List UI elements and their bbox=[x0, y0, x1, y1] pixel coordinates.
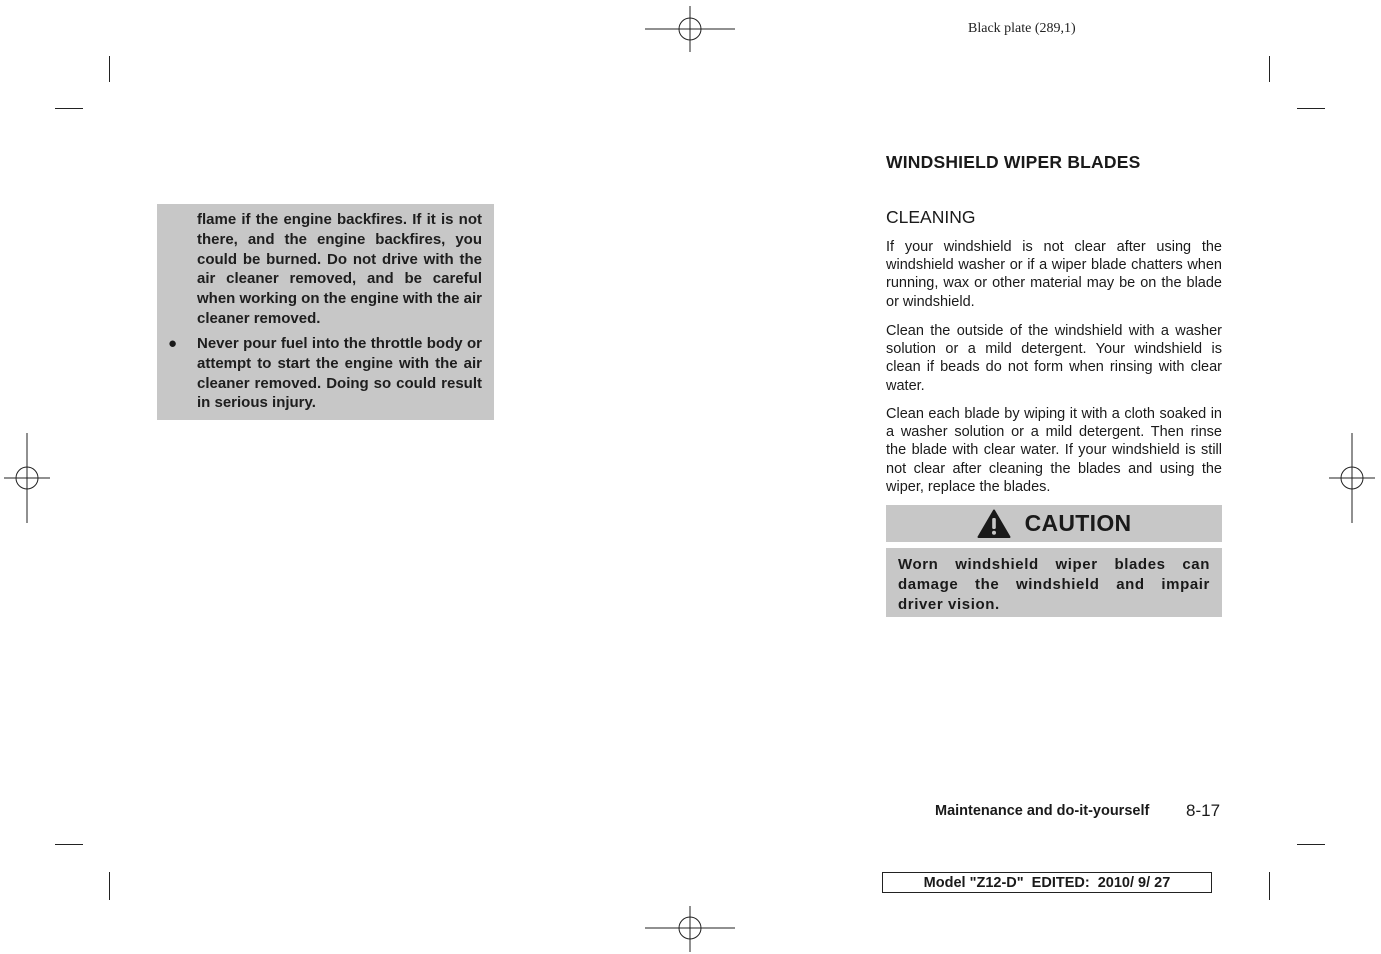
crop-mark bbox=[1269, 56, 1270, 82]
warning-continued-text: flame if the engine backfires. If it is not there, and the engine backfires, you could be burned. Do not drive with the air cleaner removed, and be careful when working on the engine with the air cleaner removed. bbox=[197, 211, 483, 327]
registration-mark-bottom bbox=[645, 906, 735, 952]
warning-triangle-icon bbox=[977, 509, 1011, 539]
caution-header bbox=[886, 505, 1222, 542]
paragraph: If your windshield is not clear after using the windshield washer or if a wiper blade chatters when running, wax or other material may be on the blade or windshield. bbox=[886, 239, 1222, 310]
registration-mark-right bbox=[1329, 433, 1375, 523]
caution-box bbox=[886, 548, 1222, 617]
subsection-title: CLEANING bbox=[886, 207, 976, 227]
warning-bullet-text: Never pour fuel into the throttle body or attempt to start the engine with the air cleaner removed. Doing so could result in serious injury. bbox=[197, 335, 482, 412]
model-line: Model "Z12-D" EDITED: 2010/ 9/ 27 bbox=[923, 874, 1171, 891]
registration-mark-left bbox=[4, 433, 50, 523]
page-number: 8-17 bbox=[1186, 801, 1221, 820]
crop-mark bbox=[1297, 108, 1325, 109]
plate-label: Black plate (289,1) bbox=[968, 21, 1076, 36]
model-edited-box bbox=[882, 872, 1212, 893]
footer-section-name: Maintenance and do-it-yourself bbox=[935, 803, 1150, 819]
crop-mark bbox=[109, 872, 110, 900]
section-title: WINDSHIELD WIPER BLADES bbox=[886, 152, 1141, 172]
paragraph: Clean each blade by wiping it with a cloth soaked in a washer solution or a mild detergent. Then rinse the blade with clear water. If your windshield is still not clear after cleaning the blades and using the wiper, replace the blades. bbox=[886, 406, 1222, 495]
paragraph: Clean the outside of the windshield with a washer solution or a mild detergent. Your windshield is clean if beads do not form when rinsing with clear water. bbox=[886, 323, 1222, 394]
crop-mark bbox=[55, 844, 83, 845]
bullet-icon: ● bbox=[168, 335, 178, 352]
crop-mark bbox=[55, 108, 83, 109]
crop-mark bbox=[1269, 872, 1270, 900]
caution-text: Worn windshield wiper blades can damage the windshield and impair driver vision. bbox=[898, 556, 1210, 613]
caution-label: CAUTION bbox=[1024, 510, 1132, 536]
registration-mark-top bbox=[645, 6, 735, 52]
warning-box bbox=[157, 204, 494, 420]
crop-mark bbox=[1297, 844, 1325, 845]
crop-mark bbox=[109, 56, 110, 82]
